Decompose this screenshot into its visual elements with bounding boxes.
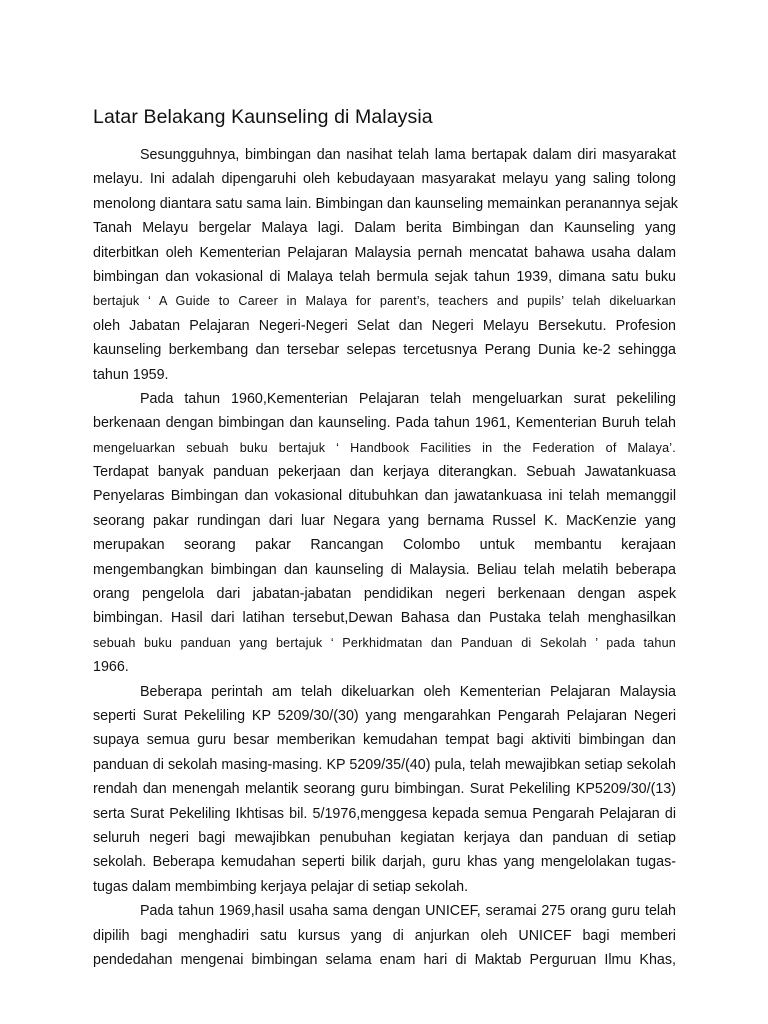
text-line: Pada tahun 1960,Kementerian Pelajaran telah mengeluarkan surat pekeliling xyxy=(140,390,676,407)
text-line: supaya semua guru besar memberikan kemudahan tempat bagi aktiviti bimbingan dan xyxy=(93,732,676,749)
text-line: 1966. xyxy=(93,659,129,676)
document-title: Latar Belakang Kaunseling di Malaysia xyxy=(93,106,433,128)
text-line: merupakan seorang pakar Rancangan Colombo untuk membantu kerajaan xyxy=(93,537,676,554)
text-line: mengeluarkan sebuah buku bertajuk ‘ Handbook Facilities in the Federation of Malaya’. xyxy=(93,440,676,455)
paragraph-2 xyxy=(93,387,676,680)
text-line: oleh Jabatan Pelajaran Negeri-Negeri Selat dan Negeri Melayu Bersekutu. Profesion xyxy=(93,317,676,334)
text-line: bimbingan. Hasil dari latihan tersebut,Dewan Bahasa dan Pustaka telah menghasilkan xyxy=(93,610,676,627)
text-line: dipilih bagi menghadiri satu kursus yang di anjurkan oleh UNICEF bagi memberi xyxy=(93,927,676,944)
text-line: Tanah Melayu bergelar Malaya lagi. Dalam berita Bimbingan dan Kaunseling yang xyxy=(93,220,676,237)
text-line: kaunseling berkembang dan tersebar selepas tercetusnya Perang Dunia ke-2 sehingga xyxy=(93,342,676,359)
text-line: pendedahan mengenai bimbingan selama enam hari di Maktab Perguruan Ilmu Khas, xyxy=(93,951,676,968)
text-line: bertajuk ‘ A Guide to Career in Malaya for parent’s, teachers and pupils’ telah dikeluarkan xyxy=(93,294,676,309)
text-line: Beberapa perintah am telah dikeluarkan oleh Kementerian Pelajaran Malaysia xyxy=(140,683,676,700)
text-line: berkenaan dengan bimbingan dan kaunseling. Pada tahun 1961, Kementerian Buruh telah xyxy=(93,415,676,432)
text-line: menolong diantara satu sama lain. Bimbingan dan kaunseling memainkan peranannya sejak xyxy=(93,195,678,212)
text-line: Terdapat banyak panduan pekerjaan dan kerjaya diterangkan. Sebuah Jawatankuasa xyxy=(93,464,676,481)
text-line: Sesungguhnya, bimbingan dan nasihat telah lama bertapak dalam diri masyarakat xyxy=(140,147,676,163)
text-line: orang pengelola dari jabatan-jabatan pendidikan negeri berkenaan dengan aspek xyxy=(93,586,676,603)
text-line: seorang pakar rundingan dari luar Negara yang bernama Russel K. MacKenzie yang xyxy=(93,512,676,529)
text-line: melayu. Ini adalah dipengaruhi oleh kebudayaan masyarakat melayu yang saling tolong xyxy=(93,171,676,188)
text-line: seluruh negeri bagi mewajibkan penubuhan kegiatan kerjaya dan panduan di setiap xyxy=(93,829,676,846)
text-line: mengembangkan bimbingan dan kaunseling di Malaysia. Beliau telah melatih beberapa xyxy=(93,561,676,578)
text-line: bimbingan dan vokasional di Malaya telah bermula sejak tahun 1939, dimana satu buku xyxy=(93,268,676,285)
text-line: sekolah. Beberapa kemudahan seperti bilik darjah, guru khas yang mengelolakan tugas- xyxy=(93,854,676,871)
text-line: tahun 1959. xyxy=(93,366,169,383)
text-line: Penyelaras Bimbingan dan vokasional ditubuhkan dan jawatankuasa ini telah memanggil xyxy=(93,488,676,505)
text-line: tugas dalam membimbing kerjaya pelajar di setiap sekolah. xyxy=(93,878,469,895)
text-line: diterbitkan oleh Kementerian Pelajaran Malaysia pernah mencatat bahawa usaha dalam xyxy=(93,244,676,261)
paragraph-3 xyxy=(93,680,676,900)
text-line: rendah dan menengah melantik seorang guru bimbingan. Surat Pekeliling KP5209/30/(13) xyxy=(93,781,676,798)
text-line: sebuah buku panduan yang bertajuk ‘ Perkhidmatan dan Panduan di Sekolah ’ pada tahun xyxy=(93,635,676,650)
text-line: panduan di sekolah masing-masing. KP 5209/35/(40) pula, telah mewajibkan setiap sekolah xyxy=(93,756,676,773)
text-line: seperti Surat Pekeliling KP 5209/30/(30) yang mengarahkan Pengarah Pelajaran Negeri xyxy=(93,707,676,724)
text-line: Pada tahun 1969,hasil usaha sama dengan UNICEF, seramai 275 orang guru telah xyxy=(140,903,676,920)
paragraph-4 xyxy=(93,899,676,972)
text-line: serta Surat Pekeliling Ikhtisas bil. 5/1976,menggesa kepada semua Pengarah Pelajaran di xyxy=(93,805,676,822)
paragraph-1 xyxy=(93,143,676,387)
